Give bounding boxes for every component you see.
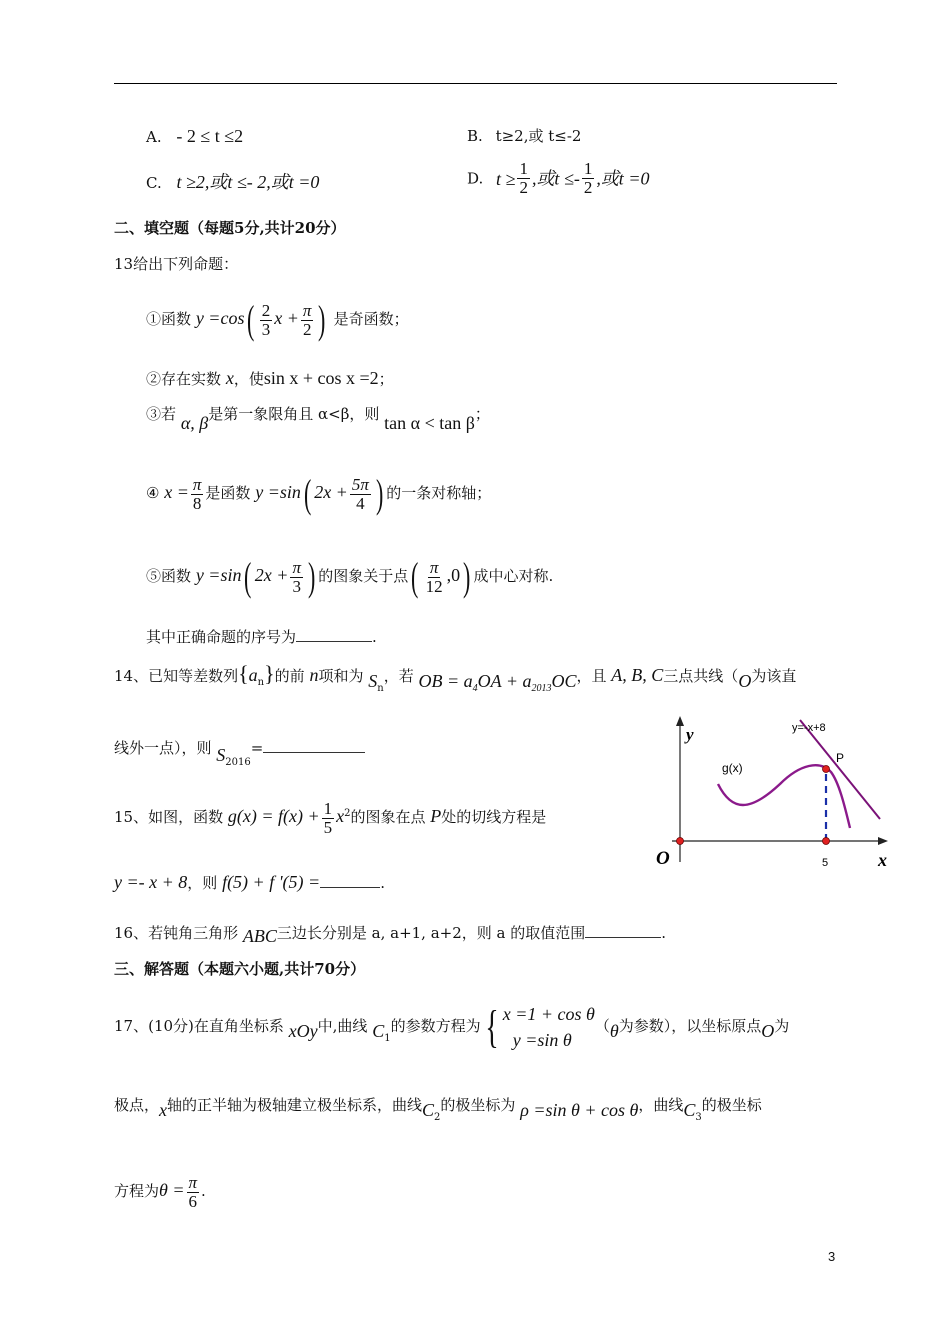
q17-line-2: 极点，x轴的正半轴为极轴建立极坐标系，曲线$C_2$的极坐标为 ρ =sin θ + cos θ，曲线$C_3$的极坐标 (114, 1096, 762, 1123)
page-number: 3 (828, 1249, 836, 1264)
y-axis-arrow-icon (676, 716, 684, 726)
q14-line-2: 线外一点），则 $S_{2016}=$ (114, 737, 365, 765)
tangent-line (800, 720, 880, 819)
q13-prop-3: ③若 α, β是第一象限角且 α<β，则 tan α < tan β； (146, 405, 490, 433)
curve-label: g(x) (722, 761, 743, 775)
origin-dot (677, 838, 684, 845)
y-axis-label: y (686, 725, 694, 744)
q13-intro: 13给出下列命题： (114, 255, 239, 273)
option-c-expr: t ≥2,或t ≤- 2,或t =0 (176, 172, 320, 192)
option-b: B. t≥2,或 t≤-2 (467, 127, 582, 145)
section-2-heading: 二、填空题（每题5分,共计20分） (114, 219, 346, 237)
option-a-expr: - 2 ≤ t ≤2 (176, 126, 244, 146)
q16: 16、若钝角三角形 ABC三边长分别是 a, a+1, a+2，则 a 的取值范围 . (114, 924, 667, 946)
q17-line-1: 17、(10分)在直角坐标系 xOy中,曲线 $C_1$的参数方程为{ x =1 + cos θ y =sin θ （θ为参数），以坐标原点O为 (114, 1001, 790, 1052)
q13-ask: 其中正确命题的序号为 . (146, 628, 377, 646)
point-p-dot (823, 766, 830, 773)
tick-5-label: 5 (822, 857, 829, 869)
option-c: C. t ≥2,或t ≤- 2,或t =0 (146, 172, 320, 192)
q17-line-3: 方程为θ = $\frac{\pi}{6}$ . (114, 1172, 206, 1211)
answer-blank[interactable] (320, 873, 380, 888)
answer-blank[interactable] (296, 627, 372, 642)
q15-line-2: y =- x + 8，则 f(5) + f '(5) = . (114, 872, 385, 892)
q14-line-1: 14、已知等差数列$\{a_n\}$的前 n项和为 $S_n$，若 OB = $a_4OA + a_{2013}OC$，且 A, B, C三点共线（O为该直 (114, 661, 797, 694)
q13-prop-4: ④ x = $\frac{\pi}{8}$ 是函数 y =sin( 2x + $\frac{5\pi}{4}$ ) 的一条对称轴； (146, 471, 492, 516)
answer-blank[interactable] (585, 923, 661, 938)
option-d-frac2: $\frac{1}{2}$ (583, 159, 593, 197)
function-graph-figure (650, 712, 900, 877)
x-axis-label: x (878, 850, 887, 870)
x-axis-arrow-icon (878, 837, 888, 845)
point-p-label: P (836, 751, 845, 765)
option-d-frac1: $\frac{1}{2}$ (519, 159, 528, 197)
option-d: D. t ≥ $\frac{1}{2}$ ,或t ≤- $\frac{1}{2}$ ,或t =0 (467, 159, 650, 197)
section-3-heading: 三、解答题（本题六小题,共计70分） (114, 960, 366, 978)
option-a: A. - 2 ≤ t ≤2 (146, 126, 244, 146)
tangent-label: y=-x+8 (792, 722, 826, 734)
q13-prop-5: ⑤函数 y =sin( 2x + $\frac{\pi}{3}$ ) 的图象关于点( $\frac{\pi}{12}$ ,0) 成中心对称. (146, 554, 554, 599)
q13-prop-1: ①函数 y =cos( $\frac{2}{3}$ x + $\frac{\pi}{2}$ ) 是奇函数； (146, 297, 409, 342)
q15-line-1: 15、如图，函数 g(x) = f(x) + $\frac{1}{5}$ $x^2$的图象在点 P处的切线方程是 (114, 798, 547, 837)
x-tick-dot (823, 838, 830, 845)
answer-blank[interactable] (263, 738, 365, 753)
q13-prop-2: ②存在实数 x，使sin x + cos x =2； (146, 368, 394, 388)
header-rule (114, 83, 837, 84)
origin-label: O (656, 848, 670, 869)
